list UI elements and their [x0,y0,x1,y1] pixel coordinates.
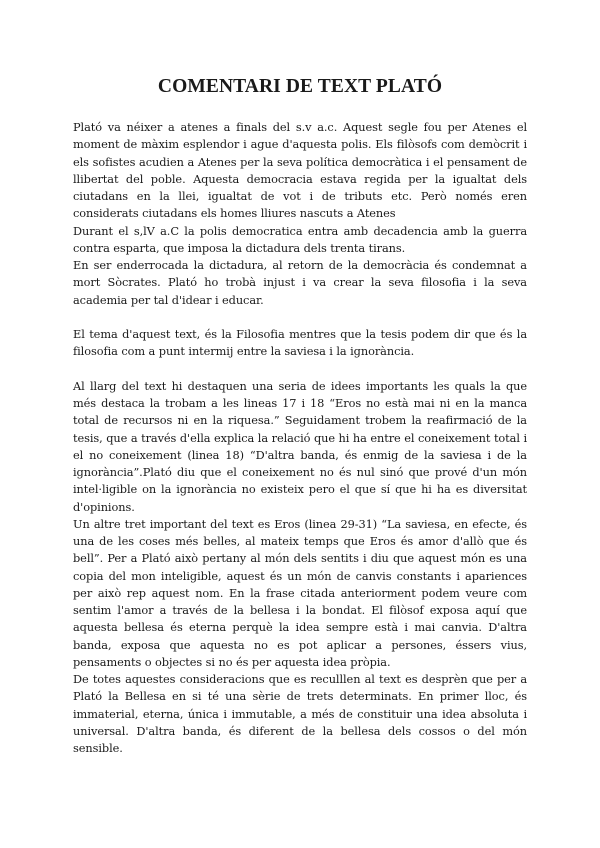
paragraph-context: Plató va néixer a atenes a finals del s.v a.c. Aquest segle fou per Atenes el moment de màxim esplendor i ague d'aquesta polis. Els filòsofs com demòcrit i els sofistes acudien a Atenes per la seva política democràtica i el pensament de llibertat del poble. Aquesta democracia estava regida per la igualtat dels ciutadans en la llei, igualtat de vot i de tributs etc. Però només eren considerats ciutadans els homes lliures nascuts a Atenes [73,120,527,221]
paragraph-theme: El tema d'aquest text, és la Filosofia mentres que la tesis podem dir que és la filosofia com a punt intermij entre la saviesa i la ignorància. [73,327,527,359]
paragraph-decadence: Durant el s,lV a.C la polis democratica entra amb decadencia amb la guerra contra esparta, que imposa la dictadura dels trenta tirans. [73,223,527,255]
paragraph-ideas: Al llarg del text hi destaquen una seria de idees importants les quals la que més destaca la trobam a les lineas 17 i 18 “Eros no està mai ni en la manca total de recursos ni en la riquesa.” Seguidament trobem la reafirmació de la tesis, que a través d'ella explica la relació que hi ha entre el coneixement total i el no coneixement (linea 18) “D'altra banda, és enmig de la saviesa i de la ignorància”.Plató diu que el coneixement no és nul sinó que prové d'un món intel·ligible on la ignorància no existeix pero el que sí que hi ha es diversitat d'opinions. [73,378,527,514]
paragraph-eros: Un altre tret important del text es Eros (linea 29-31) “La saviesa, en efecte, és una de les coses més belles, al mateix temps que Eros és amor d'allò que és bell”. Per a Plató això pertany al món dels sentits i diu que aquest món es una copia del mon inteligible, aquest és un món de canvis constants i apariences per això rep aquest nom. En la frase citada anteriorment podem veure com sentim l'amor a través de la bellesa i la bondat. El filòsof exposa aquí que aquesta bellesa és eterna perquè la idea sempre està i mai canvia. D'altra banda, exposa que aquesta no es pot aplicar a persones, éssers vius, pensaments o objectes si no és per aquesta idea pròpia. [73,516,527,669]
paragraph-conclusion: De totes aquestes consideracions que es reculllen al text es desprèn que per a Plató la Bellesa en si té una sèrie de trets determinats. En primer lloc, és immaterial, eterna, única i immutable, a més de constituir una idea absoluta i universal. D'altra banda, és diferent de la bellesa dels cossos o del món sensible. [73,672,527,755]
page-title: COMENTARI DE TEXT PLATÓ [157,76,443,97]
document-body [73,119,527,757]
paragraph-socrates: En ser enderrocada la dictadura, al retorn de la democràcia és condemnat a mort Sòcrates. Plató ho trobà injust i va crear la seva filosofia i la seva academia per tal d'idear i educar. [73,258,527,307]
